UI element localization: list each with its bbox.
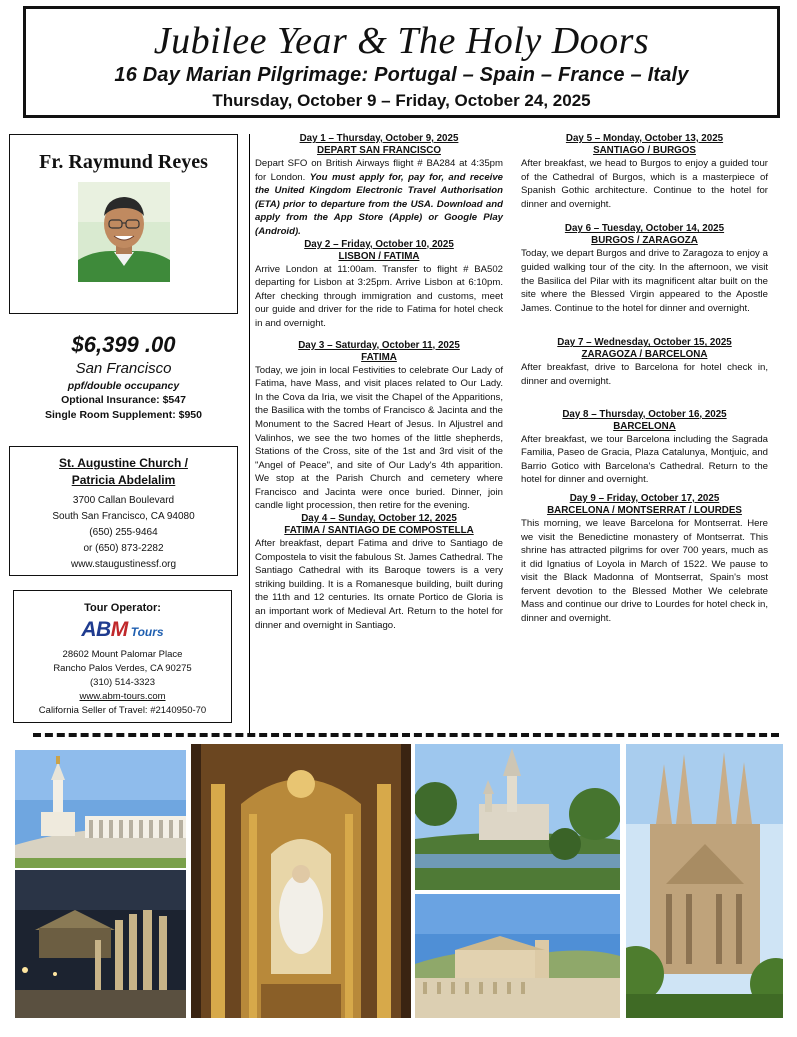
church-address2: South San Francisco, CA 94080 [52, 511, 195, 522]
day-text [255, 157, 503, 239]
sagrada-familia-photo [626, 744, 783, 1018]
itinerary-column-right [521, 133, 768, 626]
day-text: Arrive London at 11:00am. Transfer to flight # BA502 departing for Lisbon at 3:25pm. Arrive Lisbon at 6:10pm. After checking through immigration and customs, meet our guide and driver for the ride to Fatima for hotel check in and overnight. [255, 263, 503, 329]
operator-address2: Rancho Palos Verdes, CA 90275 [53, 663, 192, 674]
day-place: LISBON / FATIMA [338, 250, 420, 262]
day-place: SANTIAGO / BURGOS [593, 145, 696, 156]
day-date: Day 5 – Monday, October 13, 2025 [565, 133, 724, 144]
header-banner [23, 6, 780, 118]
day-date: Day 9 – Friday, October 17, 2025 [569, 492, 720, 504]
church-phone2: or (650) 873-2282 [83, 543, 164, 554]
church-website[interactable]: www.staugustinessf.org [70, 559, 177, 570]
church-name-line1: St. Augustine Church / [59, 456, 188, 470]
priest-name: Fr. Raymund Reyes [39, 151, 208, 173]
day-place: BARCELONA [613, 420, 676, 432]
day-text-plain: Depart SFO on British Airways flight # BA284 at 4:35pm for London. [255, 158, 503, 183]
day-date: Day 6 – Tuesday, October 14, 2025 [564, 223, 725, 235]
logo-letter-m: M [110, 618, 128, 641]
day-date: Day 1 – Thursday, October 9, 2025 [299, 133, 459, 144]
operator-phone: (310) 514-3323 [90, 677, 155, 688]
operator-seller: California Seller of Travel: #2140950-70 [38, 705, 207, 716]
day-text: Today, we join in local Festivities to celebrate Our Lady of Fatima, have Mass, and visit places related to Our Lady. In the Cova da Iria, we visit the Chapel of the Apparitions, the Basilica with the tombs of Francisco & Jacinta and the Monument to the Sacred Heart of Jesus. In Aljustrel and Valinhos, we see the two homes of the little shepherds, Stations of the Cross, site of the 1st and 3rd visit of the "Angel of Peace", and site of Our Lady's 4th apparition. We stop at the Parish Church and cemetery where Francisco and Jacinta were once buried. Dinner, join candle light procession, then retire for the evening. [255, 364, 503, 512]
day-text: After breakfast, we tour Barcelona including the Sagrada Familia, Paseo de Gracia, Plaza Catalunya, Montjuic, and Barrio Gotico with Barcelona's Cathedral. Return to the hotel for dinner and overnight. [521, 433, 768, 486]
day-text: After breakfast, we head to Burgos to enjoy a guided tour of the Cathedral of Burgos, which is a masterpiece of Spanish Gothic architecture. Continue to the hotel for dinner and overnight. [521, 158, 768, 210]
day-text: After breakfast, depart Fatima and drive to Santiago de Compostela to visit the fabulous St. James Cathedral. The Santiago Cathedral with its Baroque towers is a very striking building. It is a Romanesque building, built during the 11th and 12 centuries. Its ornate Portico de Gloria is an important work of Medieval Art. Return to the hotel for dinner and overnight in Santiago. [255, 538, 503, 631]
price-occupancy: ppf/double occupancy [67, 380, 180, 392]
trip-dates: Thursday, October 9 – Friday, October 24, 2025 [212, 91, 591, 110]
day-text: This morning, we leave Barcelona for Montserrat. Here we visit the Benedictine monastery of Montserrat. This shrine has attracted pilgrims for over 700 years, much as it did Ignatius of Loyola in March of 1522. We pause to visit the Black Madonna of Montserrat, Spain's most fervent devotion to the Blessed Mother We celebrate Mass and continue our drive to Lourdes for hotel check in, dinner and overnight. [521, 517, 768, 625]
day-date: Day 7 – Wednesday, October 15, 2025 [557, 337, 732, 349]
ruins-night-photo [15, 870, 186, 1018]
priest-box [9, 134, 238, 314]
price-single-supplement: Single Room Supplement: $950 [45, 409, 202, 421]
price: $6,399 .00 [71, 332, 176, 357]
assisi-basilica-photo [415, 894, 620, 1018]
church-name-line2: Patricia Abdelalim [71, 473, 176, 487]
fatima-basilica-photo [15, 750, 186, 868]
operator-address1: 28602 Mount Palomar Place [62, 649, 183, 660]
dashed-divider [33, 733, 779, 737]
golden-altar-photo [191, 744, 411, 1018]
day-place: FATIMA / SANTIAGO DE COMPOSTELLA [284, 525, 474, 537]
lourdes-basilica-photo [415, 744, 620, 890]
day-text-emphasis: You must apply for, pay for, and receive the United Kingdom Electronic Travel Authorisation (ETA) prior to departure from the USA. Download and apply from the App Store (Apple) or Google Play (Android). [255, 171, 503, 237]
church-phone1: (650) 255-9464 [89, 527, 158, 538]
price-block [9, 333, 238, 423]
column-divider [249, 134, 250, 734]
day-date: Day 2 – Friday, October 10, 2025 [304, 238, 454, 250]
day-place: DEPART SAN FRANCISCO [317, 145, 441, 156]
day-date: Day 3 – Saturday, October 11, 2025 [298, 339, 460, 351]
day-place: ZARAGOZA / BARCELONA [581, 349, 708, 361]
price-insurance: Optional Insurance: $547 [61, 394, 186, 406]
price-city: San Francisco [75, 360, 172, 377]
church-box [9, 446, 238, 576]
day-date: Day 4 – Sunday, October 12, 2025 [301, 513, 457, 525]
page-subtitle: 16 Day Marian Pilgrimage: Portugal – Spain – France – Italy [114, 64, 689, 86]
day-date: Day 8 – Thursday, October 16, 2025 [562, 408, 727, 420]
itinerary-column-middle [255, 133, 503, 632]
day-place: BARCELONA / MONTSERRAT / LOURDES [547, 504, 742, 516]
operator-website[interactable]: www.abm-tours.com [79, 691, 166, 702]
day-place: BURGOS / ZARAGOZA [591, 235, 698, 247]
abm-tours-logo [14, 618, 231, 642]
operator-label: Tour Operator: [84, 602, 161, 614]
church-address1: 3700 Callan Boulevard [72, 495, 175, 506]
page-title: Jubilee Year & The Holy Doors [153, 20, 650, 62]
logo-tours: Tours [130, 625, 164, 639]
operator-box [13, 590, 232, 723]
logo-letter-b: B [96, 618, 111, 641]
logo-letter-a: A [81, 618, 97, 641]
day-text: Today, we depart Burgos and drive to Zaragoza to enjoy a guided walking tour of the city. In the afternoon, we visit the Basilica del Pilar with its magnificent altar built on the site where the Blessed Virgin appeared to the Apostle James. Continue to the hotel for dinner and overnight. [521, 248, 768, 314]
day-place: FATIMA [361, 351, 397, 363]
priest-photo [78, 182, 170, 282]
day-text: After breakfast, drive to Barcelona for hotel check in, dinner and overnight. [521, 362, 768, 387]
